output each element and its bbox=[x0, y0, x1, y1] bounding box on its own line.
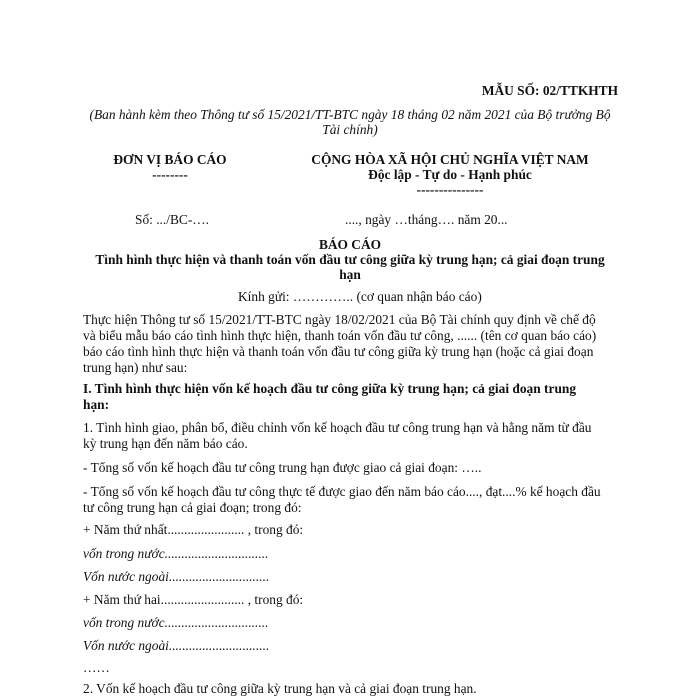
reporting-unit-label: ĐƠN VỊ BÁO CÁO bbox=[113, 152, 227, 167]
recipient-line bbox=[238, 289, 482, 305]
motto-dashes: --------------- bbox=[416, 182, 484, 197]
year-2-line: + Năm thứ hai......................... , trong đó: bbox=[83, 592, 304, 607]
bullet-total-capital: - Tổng số vốn kế hoạch đầu tư công trung hạn được giao cả giai đoạn: ….. bbox=[83, 460, 482, 475]
item-2-line: 2. Vốn kế hoạch đầu tư công giữa kỳ trung hạn và cả giai đoạn trung hạn. bbox=[83, 681, 477, 696]
intro-line-1: Thực hiện Thông tư số 15/2021/TT-BTC ngày 18/02/2021 của Bộ Tài chính quy định về chế độ bbox=[83, 312, 596, 327]
year-2-domestic-capital: vốn trong nước............................... bbox=[83, 615, 269, 630]
bullet-actual-capital-line-1: - Tổng số vốn kế hoạch đầu tư công thực tế được giao đến năm báo cáo...., đạt....% kế hoạch đầu bbox=[83, 484, 601, 499]
place-and-date: ...., ngày …tháng…. năm 20... bbox=[345, 212, 508, 227]
intro-line-4: trung hạn) như sau: bbox=[83, 360, 188, 375]
continuation-ellipsis: …… bbox=[83, 660, 110, 675]
issued-note-line-2: Tài chính) bbox=[322, 122, 378, 137]
report-subtitle-line-2: hạn bbox=[339, 267, 361, 282]
reporting-unit-dashes: -------- bbox=[152, 167, 188, 182]
recipient-text: Kính gửi: ………….. (cơ quan nhận báo cáo) bbox=[238, 289, 482, 304]
intro-line-2: và biểu mẫu báo cáo tình hình thực hiện, thanh toán vốn đầu tư công, ...... (tên cơ quan báo cáo) bbox=[83, 328, 597, 343]
section-1-heading-line-2: hạn: bbox=[83, 397, 110, 412]
republic-heading: CỘNG HÒA XÃ HỘI CHỦ NGHĨA VIỆT NAM bbox=[311, 152, 589, 167]
year-1-foreign-capital: Vốn nước ngoài.............................. bbox=[83, 569, 270, 584]
section-1-heading-line-1: I. Tình hình thực hiện vốn kế hoạch đầu tư công giữa kỳ trung hạn; cả giai đoạn trung bbox=[83, 381, 577, 396]
form-code: MẪU SỐ: 02/TTKHTH bbox=[481, 83, 618, 98]
year-1-line: + Năm thứ nhất....................... , trong đó: bbox=[83, 522, 304, 537]
year-1-domestic-capital: vốn trong nước............................... bbox=[83, 546, 269, 561]
report-number: Số: .../BC-…. bbox=[135, 212, 210, 227]
report-title: BÁO CÁO bbox=[318, 237, 382, 252]
intro-line-3: báo cáo tình hình thực hiện và thanh toán vốn đầu tư công giữa kỳ trung hạn (hoặc cả giai đoạn bbox=[83, 344, 594, 359]
issued-note-line-1: (Ban hành kèm theo Thông tư số 15/2021/TT-BTC ngày 18 tháng 02 năm 2021 của Bộ trưởng Bộ bbox=[89, 107, 611, 122]
year-2-foreign-capital: Vốn nước ngoài.............................. bbox=[83, 638, 270, 653]
bullet-actual-capital-line-2: tư công trung hạn cả giai đoạn; trong đó: bbox=[83, 500, 302, 515]
item-1-line-1: 1. Tình hình giao, phân bổ, điều chỉnh vốn kế hoạch đầu tư công trung hạn và hằng năm từ đầu bbox=[83, 420, 592, 435]
item-1-line-2: kỳ trung hạn đến năm báo cáo. bbox=[83, 436, 248, 451]
national-motto: Độc lập - Tự do - Hạnh phúc bbox=[368, 167, 532, 182]
report-subtitle-line-1: Tình hình thực hiện và thanh toán vốn đầu tư công giữa kỳ trung hạn; cả giai đoạn trung bbox=[95, 252, 605, 267]
